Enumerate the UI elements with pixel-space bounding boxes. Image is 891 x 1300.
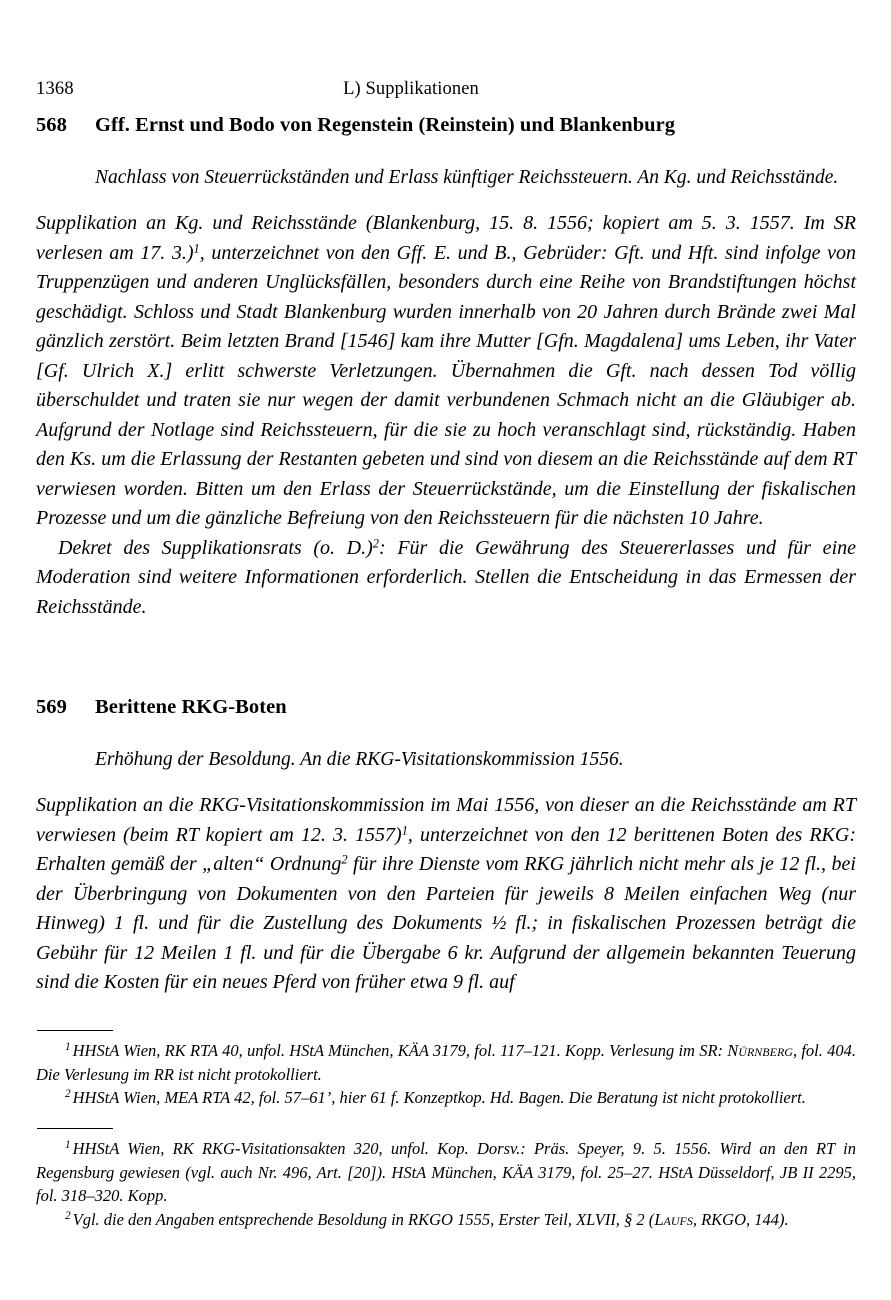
footnote-ref-569-1[interactable]: 1 (401, 823, 408, 838)
par-569-1-text-c: für ihre Dienste vom RKG jährlich nicht mehr als je 12 fl., bei der Überbringung von Dokumenten von den Parteien für jeweils 8 Meilen einfachen Weg (nur Hinweg) 1 fl. und für die Zustellung des Dokuments ½ fl.; in fiskalischen Prozessen beträgt die Gebühr für 12 Meilen 1 fl. und für die Übergabe 6 kr. Aufgrund der allgemein bekannten Teuerung sind die Kosten für ein neues Pferd von früher etwa 9 fl. auf (36, 853, 856, 993)
entry-568-paragraph-1 (36, 209, 856, 534)
footnote-568-1-text-a: HHStA Wien, RK RTA 40, unfol. HStA München, KÄA 3179, fol. 117–121. Kopp. Verlesung im SR: (72, 1041, 728, 1060)
footnote-568-1 (36, 1039, 856, 1086)
page-content (36, 112, 856, 998)
footnote-569-2-text-b: , RKGO, 144). (692, 1209, 789, 1229)
par-568-1-text-b: , unterzeichnet von den Gff. E. und B., Gebrüder: Gft. und Hft. sind infolge von Truppenzügen und anderen Unglücksfällen, besonders durch eine Reihe von Brandstiftungen höchst geschädigt. Schloss und Stadt Blankenburg wurden innerhalb von 20 Jahren durch Brände zwei Mal gänzlich zerstört. Beim letzten Brand [1546] kam ihre Mutter [Gfn. Magdalena] ums Leben, ihr Vater [Gf. Ulrich X.] erlitt schwerste Verletzungen. Übernahmen die Gft. nach dessen Tod völlig überschuldet und traten sie nur wegen der damit verbundenen Schmach nicht an die Gläubiger ab. Aufgrund der Notlage sind Reichssteuern, für die sie zu hoch veranschlagt sind, rückständig. Haben den Ks. um die Erlassung der Restanten gebeten und sind von diesem an die Reichsstände auf dem RT verwiesen worden. Bitten um den Erlass der Steuerrückstände, um die Einstellung der fiskalischen Prozesse und um die gänzliche Befreiung von den Reichssteuern für die nächsten 10 Jahre. (36, 241, 856, 529)
footnote-569-2-smallcaps: Laufs (654, 1209, 693, 1229)
entry-569-regest: Erhöhung der Besoldung. An die RKG-Visitationskommission 1556. (95, 749, 624, 770)
footnote-568-2-text-a: HHStA Wien, MEA RTA 42, fol. 57–61’, hier 61 f. Konzeptkop. Hd. Bagen. Die Beratung ist nicht protokolliert. (72, 1088, 806, 1107)
footnote-569-1-text-a: HHStA Wien, RK RKG-Visitationsakten 320, unfol. Kop. Dorsv.: Präs. Speyer, 9. 5. 1556. Wird an den RT in Regensburg gewiesen (vgl. auch Nr. 496, Art. [20]). HStA München, KÄA 3179, fol. 25–27. HStA Düsseldorf, JB II 2295, fol. 318–320. Kopp. (36, 1139, 856, 1205)
footnote-568-2 (36, 1086, 856, 1110)
par-568-2-text-b: : Für die Gewährung des Steuererlasses und für eine Moderation sind weitere Informationen erforderlich. Stellen die Entscheidung in das Ermessen der Reichsstände. (36, 536, 856, 618)
footnote-569-1 (36, 1137, 856, 1208)
page-number: 1368 (36, 79, 74, 99)
footnote-rule (37, 1030, 113, 1031)
footnote-block-568 (36, 1030, 856, 1110)
par-569-1-text-a: Supplikation an die RKG-Visitationskommission im Mai 1556, von dieser an die Reichsstände am RT verwiesen (beim RT kopiert am 12. 3. 1557) (36, 794, 856, 846)
running-head (36, 78, 856, 100)
footnote-ref-568-2[interactable]: 2 (372, 536, 379, 551)
footnote-marker: 1 (65, 1139, 71, 1152)
footnote-569-2-text-a: Vgl. die den Angaben entsprechende Besoldung in RKGO 1555, Erster Teil, XLVII, § 2 ( (72, 1209, 655, 1229)
footnote-marker: 1 (65, 1041, 71, 1054)
footnote-marker: 2 (65, 1088, 71, 1101)
running-head-title: L) Supplikationen (343, 79, 479, 99)
footnote-ref-569-2[interactable]: 2 (341, 852, 348, 867)
entry-569-paragraph-1 (36, 791, 856, 998)
par-568-1-text-a: Supplikation an Kg. und Reichsstände (Blankenburg, 15. 8. 1556; kopiert am 5. 3. 1557. Im SR verlesen am 17. 3.) (36, 212, 856, 264)
entry-568-regest: Nachlass von Steuerrückständen und Erlass künftiger Reichssteuern. An Kg. und Reichsstände. (95, 167, 839, 188)
entry-569 (36, 694, 856, 998)
par-568-2-text-a: Dekret des Supplikationsrats (o. D.) (58, 536, 373, 559)
entry-568-paragraph-2 (36, 534, 856, 623)
entry-separator-spacer (36, 622, 856, 694)
entry-568-number: 568 (36, 114, 67, 136)
footnote-marker: 2 (65, 1209, 71, 1222)
footnote-568-1-smallcaps: Nürnberg (727, 1041, 793, 1060)
entry-569-title: Berittene RKG-Boten (95, 696, 287, 718)
entry-569-number: 569 (36, 696, 67, 718)
footnote-ref-568-1[interactable]: 1 (193, 241, 200, 256)
entry-569-heading (36, 694, 856, 720)
par-569-1-text-b: , unterzeichnet von den 12 berittenen Boten des RKG: Erhalten gemäß der „alten“ Ordnung (36, 823, 856, 875)
entry-568-heading (36, 112, 856, 138)
footnote-rule (37, 1128, 113, 1129)
entry-568-title: Gff. Ernst und Bodo von Regenstein (Reinstein) und Blankenburg (95, 114, 676, 136)
footnote-568-1-text-b: , fol. 404. Die Verlesung im RR ist nicht protokolliert. (36, 1041, 857, 1084)
footnote-569-2 (36, 1208, 856, 1232)
footnote-block-569 (36, 1128, 856, 1231)
entry-568 (36, 112, 856, 622)
